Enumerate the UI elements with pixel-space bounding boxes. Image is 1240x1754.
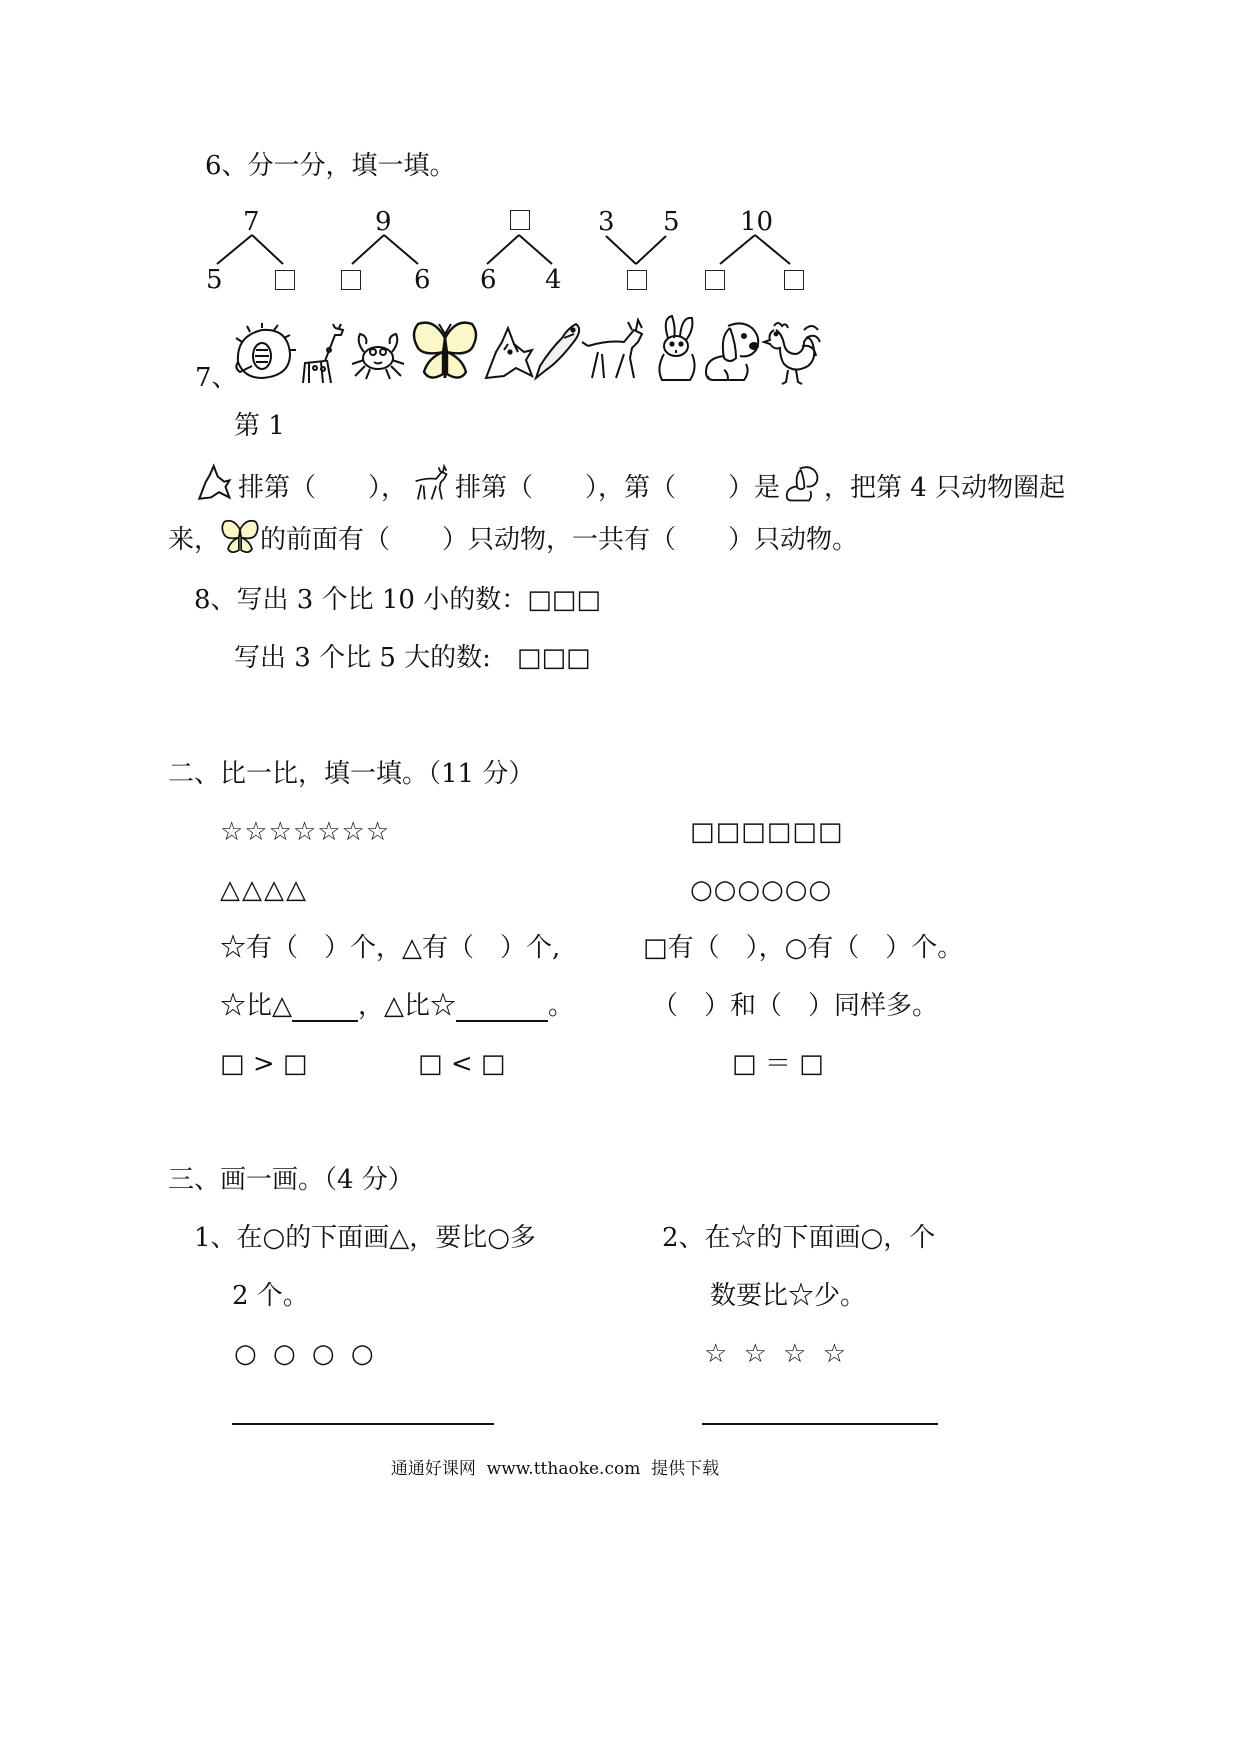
s3-q2-answer-line[interactable] xyxy=(702,1423,938,1425)
s3-q2-stars: ☆ ☆ ☆ ☆ xyxy=(704,1339,851,1369)
q8-line1: 8、写出 3 个比 10 小的数：□□□ xyxy=(194,585,601,615)
s3-q1-circles: ○ ○ ○ ○ xyxy=(234,1339,378,1369)
s3-q2-line2: 数要比☆少。 xyxy=(710,1281,867,1311)
q7-label: 7、 xyxy=(195,363,238,393)
stars-row: ☆☆☆☆☆☆☆ xyxy=(220,817,391,847)
goat-inline-icon xyxy=(409,464,453,504)
goat-icon xyxy=(580,316,650,386)
compare-blank-1[interactable] xyxy=(292,994,358,1022)
tree2-right: 6 xyxy=(414,265,431,295)
count-right: □有（ ），○有（ ）个。 xyxy=(643,933,964,963)
giraffe-icon xyxy=(295,322,347,386)
dolphin-icon xyxy=(532,320,586,384)
rooster-icon xyxy=(762,320,822,386)
tree4-bottom-box[interactable] xyxy=(627,270,647,290)
compare-c: 。 xyxy=(548,991,575,1021)
tree2-top: 9 xyxy=(375,207,392,237)
tree5-right-box[interactable] xyxy=(784,270,804,290)
s3-q1-line1: 1、在○的下面画△，要比○多 xyxy=(194,1223,536,1253)
tree1-top: 7 xyxy=(243,207,260,237)
inequality-less: □ < □ xyxy=(418,1049,506,1079)
s3-q1-answer-line[interactable] xyxy=(232,1423,494,1425)
tree4-top-left: 3 xyxy=(598,207,615,237)
butterfly-inline-icon xyxy=(220,518,260,556)
hedgehog-icon xyxy=(232,322,296,386)
q7-line2-c: ，把第 4 只动物圈起 xyxy=(824,473,1066,503)
number-bond-lines xyxy=(0,0,1240,320)
tree3-top-box[interactable] xyxy=(510,210,530,230)
crab-icon xyxy=(346,324,410,384)
same-amount-line: （ ）和（ ）同样多。 xyxy=(652,991,939,1021)
s3-q2-line1: 2、在☆的下面画○，个 xyxy=(662,1223,936,1253)
dog-icon xyxy=(700,318,764,386)
compare-line xyxy=(220,990,574,1022)
q7-line3 xyxy=(168,518,858,556)
s3-q1-line2: 2 个。 xyxy=(232,1281,309,1311)
tree2-left-box[interactable] xyxy=(341,270,361,290)
triangles-row: △△△△ xyxy=(220,875,308,905)
tree1-right-box[interactable] xyxy=(275,270,295,290)
section3-title: 三、画一画。（4 分） xyxy=(168,1165,414,1195)
q7-line1: 第 1 xyxy=(234,411,285,441)
q7-line2-a: 排第（ ）， xyxy=(238,473,408,503)
footer-credit: 通通好课网 www.tthaoke.com 提供下载 xyxy=(390,1459,720,1479)
q6-title: 6、分一分，填一填。 xyxy=(205,151,456,181)
inequality-equal: □ ＝ □ xyxy=(732,1049,824,1079)
section2-title: 二、比一比，填一填。（11 分） xyxy=(168,759,535,789)
tree3-left: 6 xyxy=(480,265,497,295)
q7-line2 xyxy=(192,462,1065,504)
squares-row: □□□□□□ xyxy=(690,817,844,847)
circles-row: ○○○○○○ xyxy=(690,875,833,905)
tree3-right: 4 xyxy=(545,265,562,295)
inequality-greater: □ > □ xyxy=(220,1049,308,1079)
tree4-top-right: 5 xyxy=(663,207,680,237)
compare-b: ，△比☆ xyxy=(358,991,456,1021)
fox-inline-icon xyxy=(192,462,238,504)
compare-a: ☆比△ xyxy=(220,991,292,1021)
q7-line3-a: 来， xyxy=(168,525,221,555)
q7-line3-b: 的前面有（ ）只动物，一共有（ ）只动物。 xyxy=(260,525,859,555)
tree5-left-box[interactable] xyxy=(705,270,725,290)
q8-line2: 写出 3 个比 5 大的数: □□□ xyxy=(234,643,591,673)
rabbit-icon xyxy=(650,314,706,386)
compare-blank-2[interactable] xyxy=(456,994,548,1022)
count-left: ☆有（ ）个，△有（ ）个, xyxy=(220,933,561,963)
q7-line2-b: 排第（ ），第（ ）是 xyxy=(455,473,781,503)
dog-inline-icon xyxy=(780,464,824,504)
tree1-left: 5 xyxy=(206,265,223,295)
tree5-top: 10 xyxy=(740,207,774,237)
butterfly-icon xyxy=(410,318,480,384)
